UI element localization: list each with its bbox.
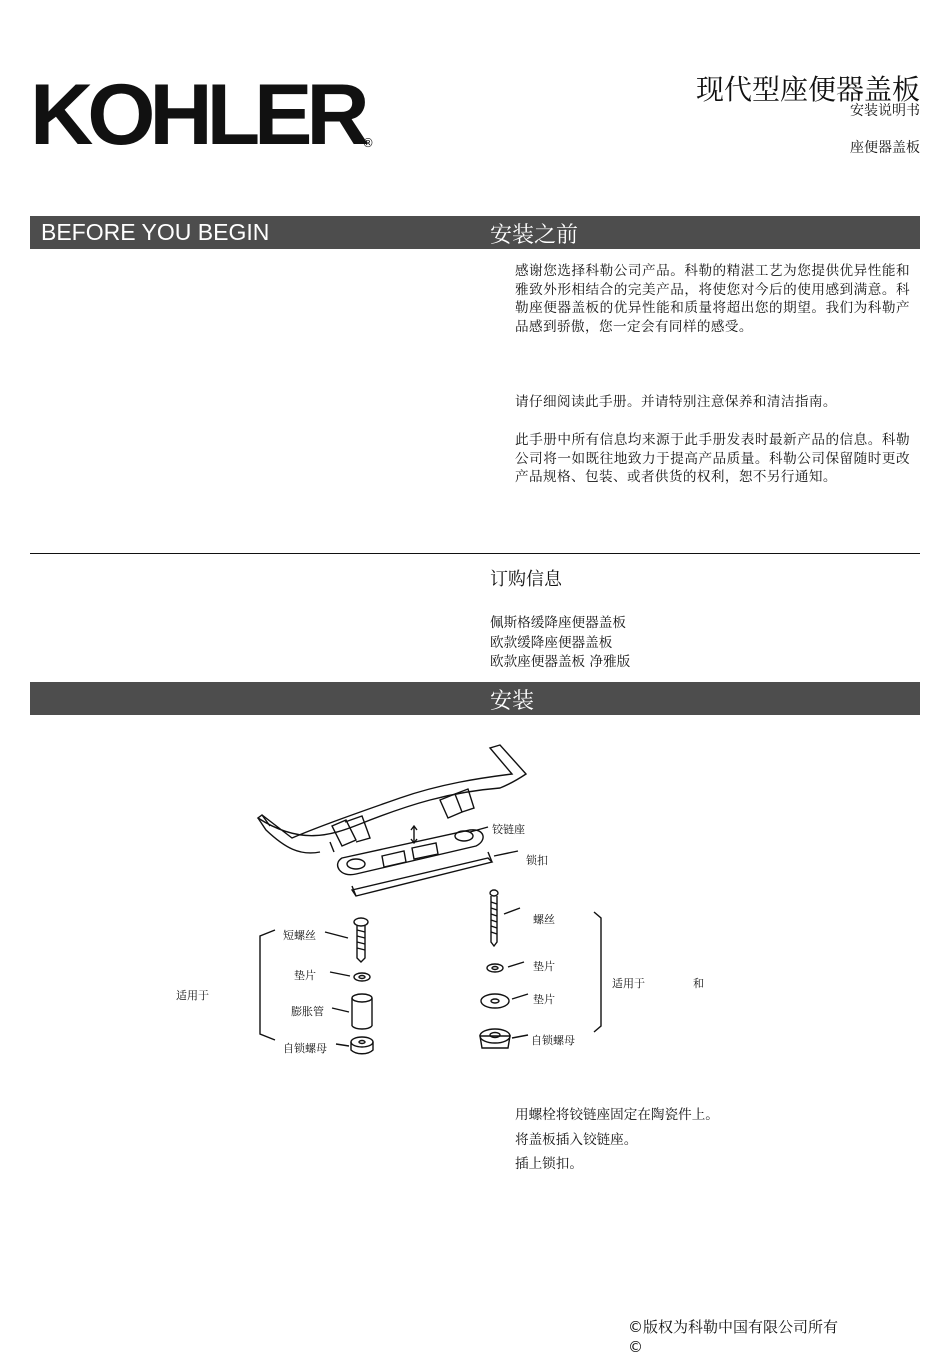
kohler-logo: KOHLER: [30, 67, 364, 163]
bracket-right: [594, 912, 601, 1032]
label-washer-right2: 垫片: [533, 993, 555, 1006]
step-2: 将盖板插入铰链座。: [515, 1132, 638, 1148]
read-manual-paragraph: 请仔细阅读此手册。并请特别注意保养和清洁指南。: [515, 394, 837, 410]
label-expansion-tube: 膨胀管: [291, 1005, 324, 1018]
bracket-left: [260, 930, 275, 1040]
copyright-text: ©版权为科勒中国有限公司所有: [628, 1318, 839, 1336]
hinge-right: [440, 794, 462, 818]
label-short-screw: 短螺丝: [283, 929, 316, 942]
label-washer-right1: 垫片: [533, 960, 555, 973]
label-lock-nut-left: 自锁螺母: [283, 1042, 327, 1055]
registered-mark: ®: [362, 136, 374, 150]
before-you-begin-cn-label: 安装之前: [490, 223, 579, 248]
label-washer-left: 垫片: [294, 969, 316, 982]
label-lock: 锁扣: [526, 854, 548, 867]
hinge-left: [332, 820, 356, 846]
disclaimer-paragraph: 此手册中所有信息均来源于此手册发表时最新产品的信息。科勒公司将一如既往地致力于提高产品质量。科勒公司保留随时更改产品规格、包装、或者供货的权利，恕不另行通知。: [515, 432, 910, 485]
label-applies-right: 适用于: [612, 977, 645, 990]
document-subtitle: 安装说明书: [850, 103, 920, 119]
label-and: 和: [693, 977, 704, 990]
ordering-item: 欧款缓降座便器盖板: [490, 634, 613, 651]
lock-strip: [352, 858, 492, 896]
before-you-begin-label: BEFORE YOU BEGIN: [41, 219, 270, 245]
install-label: 安装: [490, 689, 535, 714]
step-3: 插上锁扣。: [515, 1156, 583, 1172]
ordering-item: 欧款座便器盖板 净雅版: [490, 654, 631, 670]
label-screw: 螺丝: [533, 913, 555, 926]
ordering-title: 订购信息: [490, 569, 562, 590]
document-title: 现代型座便器盖板: [695, 73, 920, 106]
copyright-mark: ©: [628, 1338, 643, 1356]
step-1: 用螺栓将铰链座固定在陶瓷件上。: [515, 1107, 719, 1123]
label-hinge-base: 铰链座: [492, 823, 525, 836]
seat-cover-outline: [258, 745, 526, 838]
ordering-item: 佩斯格缓降座便器盖板: [490, 615, 626, 631]
label-lock-nut-right: 自锁螺母: [531, 1034, 575, 1047]
intro-paragraph: 感谢您选择科勒公司产品。科勒的精湛工艺为您提供优异性能和雅致外形相结合的完美产品，将使您对今后的使用感到满意。科勒座便器盖板的优异性能和质量将超出您的期望。我们为科勒产品感到骄傲，您一定会有同样的感受。: [515, 263, 910, 335]
document-product: 座便器盖板: [850, 140, 920, 156]
label-applies-left: 适用于: [176, 989, 209, 1002]
